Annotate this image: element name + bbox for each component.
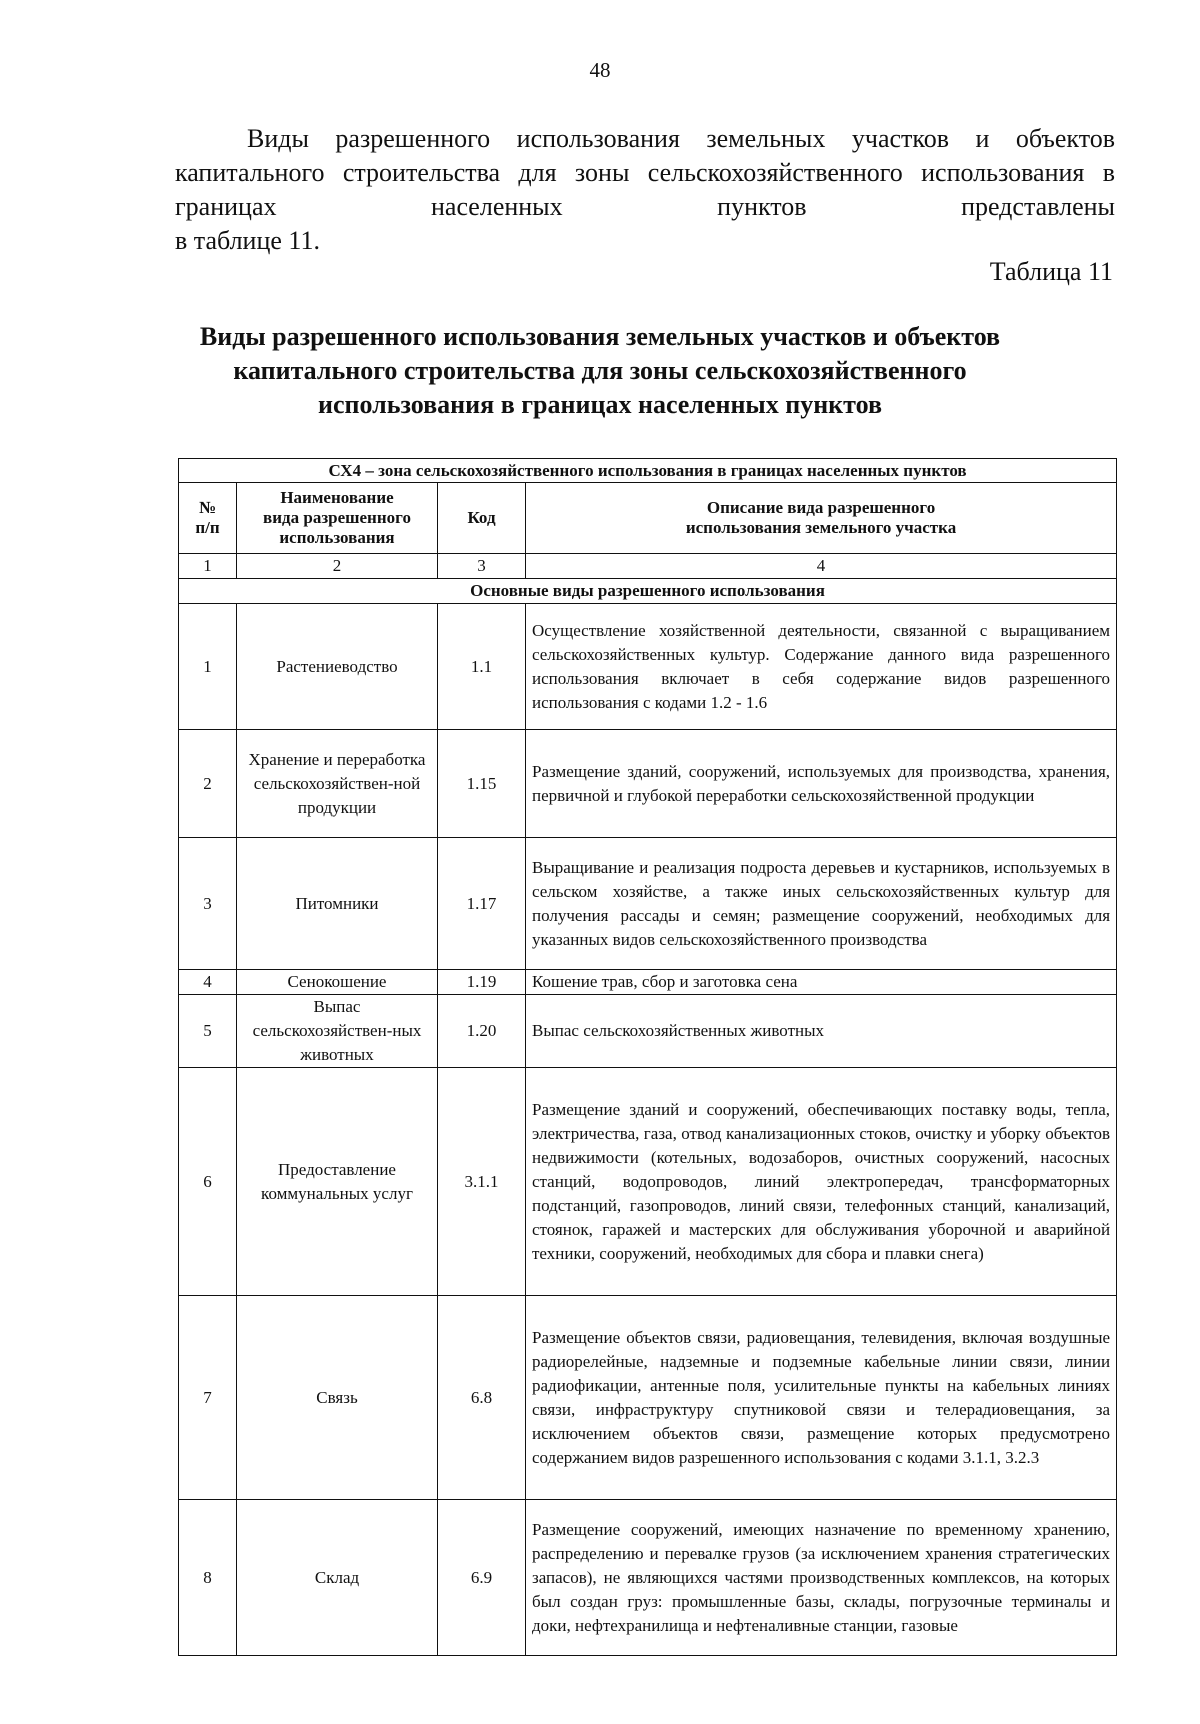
zone-caption: СХ4 – зона сельскохозяйственного использования в границах населенных пунктов — [179, 459, 1117, 483]
header-description-line: использования земельного участка — [685, 518, 957, 537]
header-name-line: Наименование — [280, 488, 394, 507]
header-code: Код — [438, 483, 526, 554]
header-description-line: Описание вида разрешенного — [706, 498, 936, 517]
header-name-line: вида разрешенного — [263, 508, 411, 527]
row-description: Размещение зданий и сооружений, обеспечивающих поставку воды, тепла, электричества, газа, отвод канализационных стоков, очистку и уборку объектов недвижимости (котельных, водозаборов, очистных сооружений, насосных станций, водопроводов, линий электропередач, трансформаторных подстанций, газопроводов, линий связи, телефонных станций, канализаций, стоянок, гаражей и мастерских для обслуживания уборочной и аварийной техники, сооружений, необходимых для сбора и плавки снега) — [526, 1068, 1117, 1296]
column-number: 4 — [526, 554, 1117, 579]
row-description: Размещение зданий, сооружений, используемых для производства, хранения, первичной и глубокой переработки сельскохозяйственной продукции — [526, 730, 1117, 838]
row-name: Питомники — [237, 838, 438, 970]
table-row — [179, 730, 1117, 838]
section-row — [179, 579, 1117, 604]
row-name: Выпас сельскохозяйствен-ных животных — [237, 995, 438, 1068]
row-description: Выпас сельскохозяйственных животных — [526, 995, 1117, 1068]
column-number: 2 — [237, 554, 438, 579]
header-row — [179, 483, 1117, 554]
row-number: 3 — [179, 838, 237, 970]
intro-paragraph-end: в таблице 11. — [175, 226, 320, 255]
table-title-line: Виды разрешенного использования земельных участков и объектов — [199, 322, 1001, 351]
row-description: Осуществление хозяйственной деятельности, связанной с выращиванием сельскохозяйственных культур. Содержание данного вида разрешенного использования включает в себя содержание видов разрешенного использования с кодами 1.2 - 1.6 — [526, 604, 1117, 730]
header-name-line: использования — [279, 528, 395, 547]
table-row — [179, 1068, 1117, 1296]
row-code: 3.1.1 — [438, 1068, 526, 1296]
row-number: 7 — [179, 1296, 237, 1500]
row-name: Хранение и переработка сельскохозяйствен-ной продукции — [237, 730, 438, 838]
row-code: 6.8 — [438, 1296, 526, 1500]
header-num — [179, 483, 237, 554]
row-code: 1.1 — [438, 604, 526, 730]
header-description — [526, 483, 1117, 554]
intro-paragraph: Виды разрешенного использования земельных участков и объектов капитального строительства для зоны сельскохозяйственного использования в границах населенных пунктов представлены — [175, 124, 1115, 221]
table-title — [100, 320, 1100, 422]
zone-caption-row — [179, 459, 1117, 483]
row-name: Растениеводство — [237, 604, 438, 730]
row-code: 1.17 — [438, 838, 526, 970]
row-number: 5 — [179, 995, 237, 1068]
row-name: Предоставление коммунальных услуг — [237, 1068, 438, 1296]
land-use-table — [178, 458, 1117, 1656]
table-row — [179, 1296, 1117, 1500]
column-number: 3 — [438, 554, 526, 579]
row-code: 1.15 — [438, 730, 526, 838]
page-number: 48 — [589, 58, 611, 82]
table-label: Таблица 11 — [989, 257, 1113, 286]
row-description: Выращивание и реализация подроста деревьев и кустарников, используемых в сельском хозяйстве, а также иных сельскохозяйственных культур для получения рассады и семян; размещение сооружений, необходимых для указанных видов сельскохозяйственного производства — [526, 838, 1117, 970]
table-row — [179, 970, 1117, 995]
row-code: 1.19 — [438, 970, 526, 995]
table-row — [179, 838, 1117, 970]
row-number: 1 — [179, 604, 237, 730]
row-code: 1.20 — [438, 995, 526, 1068]
section-title: Основные виды разрешенного использования — [179, 579, 1117, 604]
row-number: 6 — [179, 1068, 237, 1296]
table-row — [179, 1500, 1117, 1656]
row-description: Кошение трав, сбор и заготовка сена — [526, 970, 1117, 995]
column-numbers-row — [179, 554, 1117, 579]
table-title-line: капитального строительства для зоны сельскохозяйственного — [233, 356, 967, 385]
header-num-line: № — [198, 498, 217, 517]
row-name: Сенокошение — [237, 970, 438, 995]
header-name — [237, 483, 438, 554]
row-number: 8 — [179, 1500, 237, 1656]
table-row — [179, 995, 1117, 1068]
row-number: 4 — [179, 970, 237, 995]
row-code: 6.9 — [438, 1500, 526, 1656]
column-number: 1 — [179, 554, 237, 579]
table-row — [179, 604, 1117, 730]
table-title-line: использования в границах населенных пунктов — [318, 390, 882, 419]
row-name: Склад — [237, 1500, 438, 1656]
row-description: Размещение объектов связи, радиовещания, телевидения, включая воздушные радиорелейные, надземные и подземные кабельные линии связи, линии радиофикации, антенные поля, усилительные пункты на кабельных линиях связи, инфраструктуру спутниковой связи и телерадиовещания, за исключением объектов связи, размещение которых предусмотрено содержанием видов разрешенного использования с кодами 3.1.1, 3.2.3 — [526, 1296, 1117, 1500]
row-name: Связь — [237, 1296, 438, 1500]
header-num-line: п/п — [195, 518, 220, 537]
row-number: 2 — [179, 730, 237, 838]
row-description: Размещение сооружений, имеющих назначение по временному хранению, распределению и перевалке грузов (за исключением хранения стратегических запасов), не являющихся частями производственных комплексов, на которых был создан груз: промышленные базы, склады, погрузочные терминалы и доки, нефтехранилища и нефтеналивные станции, газовые — [526, 1500, 1117, 1656]
